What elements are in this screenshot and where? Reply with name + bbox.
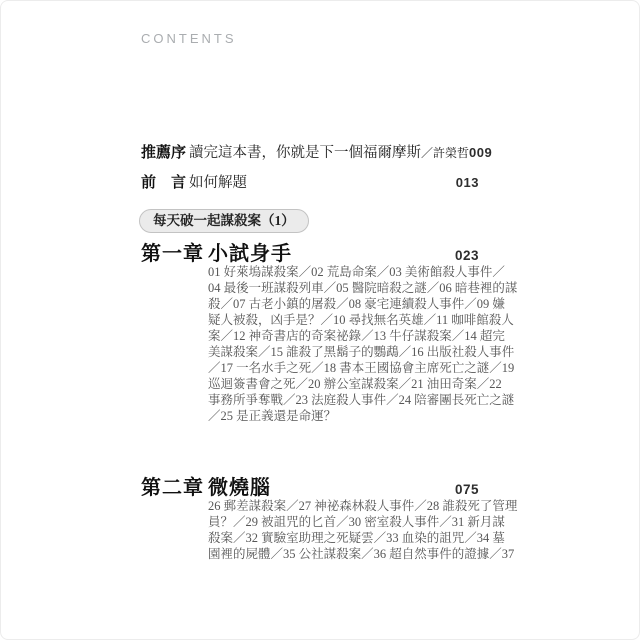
front-matter-label: 推薦序 xyxy=(141,145,187,161)
chapter-title: 微燒腦 xyxy=(208,477,271,499)
chapter-label: 第二章 xyxy=(141,477,204,499)
front-matter-title: 如何解題 xyxy=(189,175,247,191)
case-list-line: 員？／29 被詛咒的匕首／30 密室殺人事件／31 新月謀 xyxy=(208,515,505,529)
chapter-2-case-list xyxy=(208,498,518,562)
front-matter-label: 前 言 xyxy=(141,175,187,191)
front-matter-row-preface xyxy=(141,141,493,161)
case-list-line: 殺／07 古老小鎮的屠殺／08 豪宅連續殺人事件／09 嫌 xyxy=(208,297,505,311)
chapter-label: 第一章 xyxy=(141,243,204,265)
contents-header: CONTENTS xyxy=(141,31,237,46)
case-list-line: 26 郵差謀殺案／27 神祕森林殺人事件／28 誰殺死了管理 xyxy=(208,499,518,513)
series-badge: 每天破一起謀殺案（1） xyxy=(139,209,309,233)
page-number: 013 xyxy=(455,175,479,190)
case-list-line: ／17 一名水手之死／18 書本王國協會主席死亡之謎／19 xyxy=(208,361,515,375)
case-list-line: 巡迴簽書會之死／20 辦公室謀殺案／21 油田奇案／22 xyxy=(208,377,502,391)
chapter-2-heading xyxy=(141,471,479,497)
front-matter-row-foreword xyxy=(141,171,479,189)
case-list-line: 美謀殺案／15 誰殺了黑鬍子的鸚鵡／16 出版社殺人事件 xyxy=(208,345,515,359)
page-number: 009 xyxy=(469,145,493,160)
case-list-line: 04 最後一班謀殺列車／05 醫院暗殺之謎／06 暗巷裡的謀 xyxy=(208,281,518,295)
front-matter-author: ／許榮哲 xyxy=(421,146,470,160)
page-number: 075 xyxy=(454,482,479,497)
case-list-line: 事務所爭奪戰／23 法庭殺人事件／24 陪審團長死亡之謎 xyxy=(208,393,515,407)
case-list-line: 園裡的屍體／35 公社謀殺案／36 超自然事件的證據／37 xyxy=(208,547,515,561)
case-list-line: 疑人被殺，凶手是？／10 尋找無名英雄／11 咖啡館殺人 xyxy=(208,313,514,327)
chapter-title: 小試身手 xyxy=(208,243,292,265)
case-list-line: ／25 是正義還是命運？ xyxy=(208,409,337,423)
front-matter-title: 讀完這本書，你就是下一個福爾摩斯 xyxy=(189,145,421,161)
case-list-line: 01 好萊塢謀殺案／02 荒島命案／03 美術館殺人事件／ xyxy=(208,265,505,279)
chapter-1-case-list xyxy=(208,264,518,424)
page-number: 023 xyxy=(454,248,479,263)
chapter-1-heading xyxy=(141,237,479,263)
case-list-line: 案／12 神奇書店的奇案祕錄／13 牛仔謀殺案／14 超完 xyxy=(208,329,505,343)
case-list-line: 殺案／32 實驗室助理之死疑雲／33 血染的詛咒／34 墓 xyxy=(208,531,505,545)
